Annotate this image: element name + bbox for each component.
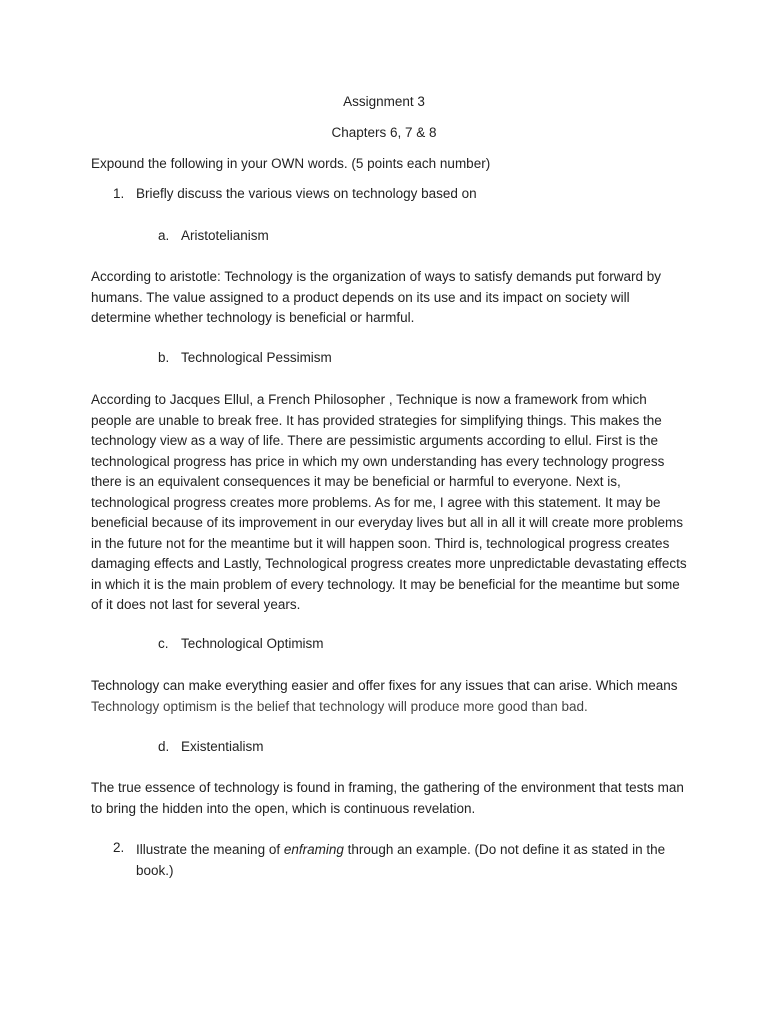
question-1-number: 1. — [113, 186, 125, 201]
item-d-letter: d. — [158, 739, 170, 754]
item-b-letter: b. — [158, 350, 170, 365]
item-a-letter: a. — [158, 228, 170, 243]
item-b-heading: Technological Pessimism — [181, 350, 332, 365]
item-d-answer — [91, 778, 691, 819]
item-c-answer-part2: Technology optimism is the belief that technology will produce more good than bad. — [91, 698, 588, 714]
item-c-heading: Technological Optimism — [181, 636, 324, 651]
item-b-answer — [91, 390, 691, 616]
question-2-text-after: through an example. (Do not define it as stated in the book.) — [136, 842, 666, 878]
instructions: Expound the following in your OWN words. (5 points each number) — [91, 156, 491, 171]
question-2-text-before: Illustrate the meaning of — [136, 842, 284, 857]
item-a-heading: Aristotelianism — [181, 228, 269, 243]
item-a-answer-text: According to aristotle: Technology is the organization of ways to satisfy demands put forward by humans. The value assigned to a product depends on its use and its impact on society will determine whether technology is beneficial or harmful. — [91, 269, 662, 325]
question-2-emphasis: enframing — [283, 842, 344, 857]
question-1-text: Briefly discuss the various views on technology based on — [136, 186, 477, 201]
item-c-answer — [91, 676, 691, 717]
item-a-answer — [91, 267, 691, 329]
question-2-text — [136, 840, 681, 881]
item-c-answer-part1: Technology can make everything easier and offer fixes for any issues that can arise. Which means — [91, 678, 678, 693]
document-title: Assignment 3 — [343, 94, 425, 109]
item-d-heading: Existentialism — [181, 739, 264, 754]
question-2-number: 2. — [113, 840, 125, 855]
item-b-answer-text: According to Jacques Ellul, a French Philosopher , Technique is now a framework from which people are unable to break free. It has provided strategies for simplifying things. This makes the technology view as a way of life. There are pessimistic arguments according to ellul. First is the technological progress has price in which my own understanding has every technology progress there is an equivalent consequences it may be beneficial or harmful to everyone. Next is, technological progress creates more problems. As for me, I agree with this statement. It may be beneficial because of its improvement in our everyday lives but all in all it will create more problems in the future not for the meantime but it will happen soon. Third is, technological progress creates damaging effects and Lastly, Technological progress creates more unpredictable devastating effects in which it is the main problem of every technology. It may be beneficial for the meantime but some of it does not last for several years. — [91, 392, 687, 612]
item-d-answer-text: The true essence of technology is found in framing, the gathering of the environment that tests man to bring the hidden into the open, which is continuous revelation. — [91, 780, 684, 816]
document-subtitle: Chapters 6, 7 & 8 — [331, 125, 437, 140]
item-c-letter: c. — [158, 636, 169, 651]
